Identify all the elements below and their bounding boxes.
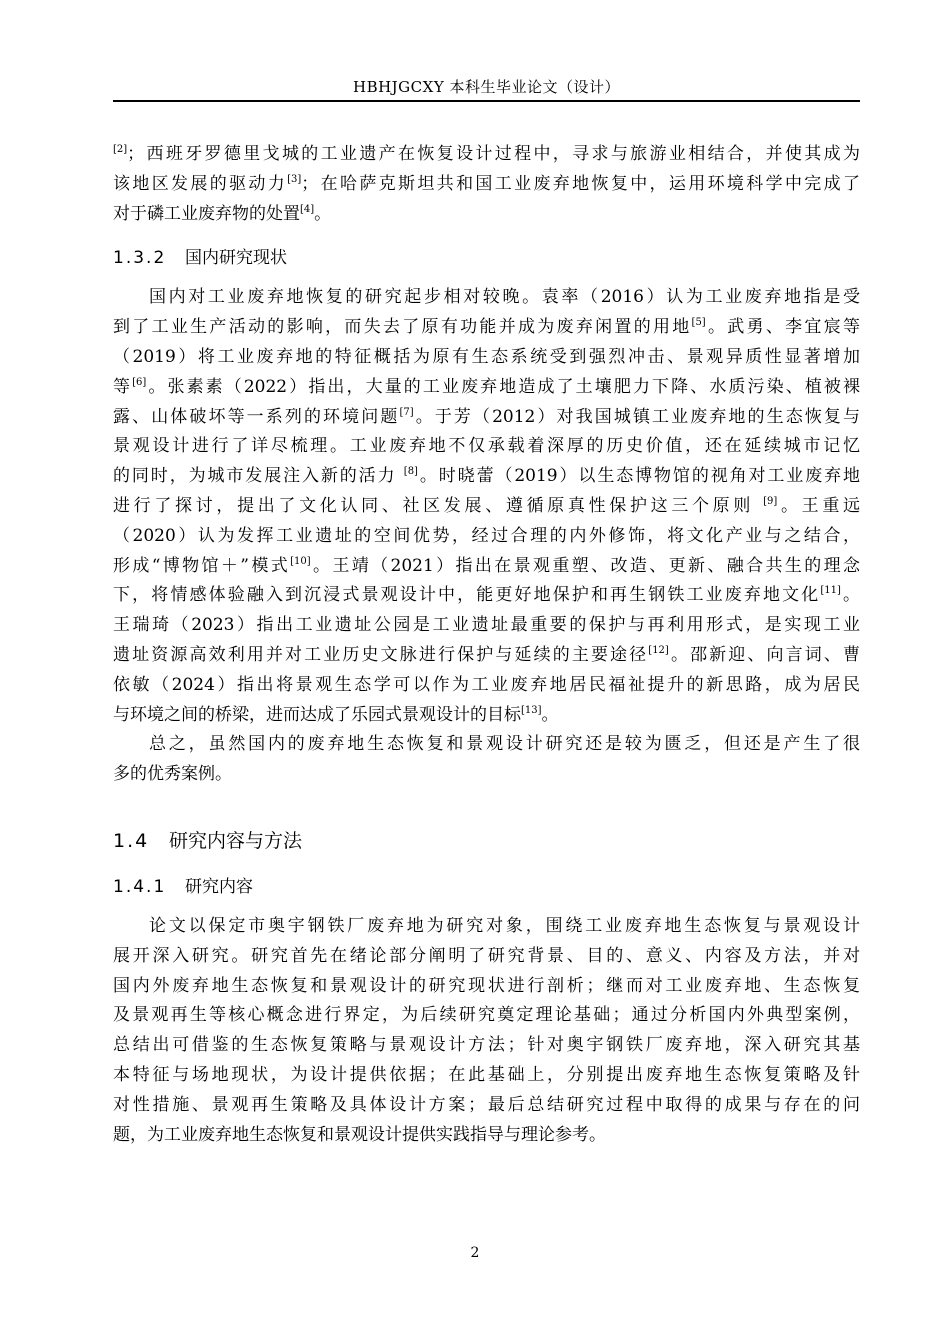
citation-ref: [10] — [290, 555, 311, 567]
section-heading-1-4-1 — [113, 875, 860, 899]
line-text: 题，为工业废弃地生态恢复和景观设计提供实践指导与理论参考。 — [113, 1124, 606, 1145]
line-text: 。王靖（2021）指出在景观重塑、改造、更新、融合共生的理念 — [310, 555, 860, 576]
section-title: 研究内容与方法 — [169, 829, 303, 852]
page-content — [113, 140, 860, 1150]
text-line — [113, 343, 860, 373]
line-text: 及景观再生等核心概念进行界定，为后续研究奠定理论基础；通过分析国内外典型案例， — [113, 1005, 860, 1026]
line-text: 该地区发展的驱动力 — [113, 173, 288, 194]
section-heading-1-4 — [113, 828, 860, 854]
page-number: 2 — [470, 1245, 480, 1261]
text-line — [113, 373, 860, 403]
text-line — [113, 942, 860, 972]
section-title: 国内研究现状 — [185, 248, 287, 269]
line-text: 多的优秀案例。 — [113, 764, 232, 785]
section-number: 1.4 — [113, 829, 150, 852]
section-title: 研究内容 — [185, 876, 253, 897]
line-text: 到了工业生产活动的影响，而失去了原有功能并成为废弃闲置的用地 — [113, 317, 692, 338]
line-text: 国内外废弃地生态恢复和景观设计的研究现状进行剖析；继而对工业废弃地、生态恢复 — [113, 975, 860, 996]
text-line — [113, 403, 860, 433]
line-text: ；在哈萨克斯坦共和国工业废弃地恢复中，运用环境科学中完成了 — [301, 173, 861, 194]
paragraph-continued — [113, 140, 860, 229]
text-line — [113, 972, 860, 1002]
text-line — [113, 701, 860, 731]
text-line — [113, 1061, 860, 1091]
text-line — [113, 170, 860, 200]
text-line — [113, 313, 860, 343]
text-line — [113, 611, 860, 641]
text-line — [113, 671, 860, 701]
line-text: 展开深入研究。研究首先在绪论部分阐明了研究背景、目的、意义、内容及方法，并对 — [113, 945, 860, 966]
text-line — [113, 1001, 860, 1031]
text-line — [113, 641, 860, 671]
line-text: 国内对工业废弃地恢复的研究起步相对较晚。袁率（2016）认为工业废弃地指是受 — [149, 287, 860, 308]
line-text: 形成“博物馆＋”模式 — [113, 555, 291, 576]
line-text: 依敏（2024）指出将景观生态学可以作为工业废弃地居民福祉提升的新思路，成为居民 — [113, 674, 860, 695]
citation-ref: [11] — [820, 585, 841, 597]
citation-ref: [4] — [300, 203, 315, 215]
citation-ref: [2] — [113, 144, 128, 155]
text-line — [113, 140, 860, 170]
line-text: 。时晓蕾（2019）以生态博物馆的视角对工业废弃地 — [417, 466, 861, 487]
line-text: 王瑞琦（2023）指出工业遗址公园是工业遗址最重要的保护与再利用形式，是实现工业 — [113, 615, 860, 636]
line-text: 本特征与场地现状，为设计提供依据；在此基础上，分别提出废弃地生态恢复策略及针 — [113, 1064, 860, 1085]
text-line — [113, 552, 860, 582]
citation-ref: [7] — [399, 406, 414, 418]
line-text: 对于磷工业废弃物的处置 — [113, 203, 300, 224]
line-text: 下，将情感体验融入到沉浸式景观设计中，能更好地保护和再生钢铁工业废弃地文化 — [113, 585, 821, 606]
citation-ref: [12] — [648, 644, 669, 656]
paragraph-research-content — [113, 912, 860, 1150]
line-text: 。 — [314, 203, 332, 224]
text-line — [113, 462, 860, 492]
text-line — [113, 1091, 860, 1121]
line-text: 遗址资源高效利用并对工业历史文脉进行保护与延续的主要途径 — [113, 644, 649, 665]
text-line — [113, 283, 860, 313]
citation-ref: [13] — [521, 704, 542, 716]
line-text: ；西班牙罗德里戈城的工业遗产在恢复设计过程中，寻求与旅游业相结合，并使其成为 — [127, 144, 860, 164]
text-line — [113, 730, 860, 760]
page-header: HBHJGCXY 本科生毕业论文（设计） — [352, 78, 620, 96]
text-line — [113, 760, 860, 790]
section-heading-1-3-2 — [113, 246, 860, 270]
line-text: 与环境之间的桥梁，进而达成了乐园式景观设计的目标 — [113, 704, 521, 725]
line-text: 露、山体破坏等一系列的环境问题 — [113, 406, 400, 427]
text-line — [113, 522, 860, 552]
line-text: 。武勇、李宜宸等 — [705, 317, 860, 338]
line-text: 。于芳（2012）对我国城镇工业废弃地的生态恢复与 — [413, 406, 861, 427]
line-text: 。 — [541, 704, 559, 725]
line-text: 等 — [113, 376, 133, 397]
text-line — [113, 492, 860, 522]
header-rule — [113, 100, 860, 102]
text-line — [113, 581, 860, 611]
citation-ref: [8] — [403, 466, 418, 478]
section-number: 1.4.1 — [113, 876, 167, 897]
line-text: 总之，虽然国内的废弃地生态恢复和景观设计研究还是较为匮乏，但还是产生了很 — [149, 734, 860, 755]
line-text: 对性措施、景观再生策略及具体设计方案；最后总结研究过程中取得的成果与存在的问 — [113, 1094, 860, 1115]
line-text: 景观设计进行了详尽梳理。工业废弃地不仅承载着深厚的历史价值，还在延续城市记忆 — [113, 436, 860, 457]
line-text: 。王重远 — [777, 495, 861, 516]
paragraph-domestic-research — [113, 283, 860, 730]
text-line — [113, 1031, 860, 1061]
text-line — [113, 432, 860, 462]
paragraph-summary — [113, 730, 860, 790]
line-text: 进行了探讨，提出了文化认同、社区发展、遵循原真性保护这三个原则 — [113, 495, 764, 516]
line-text: （2019）将工业废弃地的特征概括为原有生态系统受到强烈冲击、景观异质性显著增加 — [113, 346, 860, 367]
line-text: 的同时，为城市发展注入新的活力 — [113, 466, 404, 487]
line-text: 。 — [840, 585, 861, 606]
line-text: （2020）认为发挥工业遗址的空间优势，经过合理的内外修饰，将文化产业与之结合， — [113, 525, 860, 546]
citation-ref: [5] — [691, 317, 706, 329]
citation-ref: [3] — [287, 173, 302, 185]
citation-ref: [9] — [763, 495, 778, 507]
line-text: 论文以保定市奥宇钢铁厂废弃地为研究对象，围绕工业废弃地生态恢复与景观设计 — [149, 915, 860, 936]
line-text: 。邵新迎、向言词、曹 — [668, 644, 861, 665]
line-text: 。张素素（2022）指出，大量的工业废弃地造成了土壤肥力下降、水质污染、植被裸 — [146, 376, 861, 397]
text-line — [113, 912, 860, 942]
citation-ref: [6] — [132, 376, 147, 388]
section-number: 1.3.2 — [113, 248, 167, 269]
line-text: 总结出可借鉴的生态恢复策略与景观设计方法；针对奥宇钢铁厂废弃地，深入研究其基 — [113, 1035, 860, 1056]
text-line — [113, 200, 860, 230]
text-line — [113, 1121, 860, 1151]
